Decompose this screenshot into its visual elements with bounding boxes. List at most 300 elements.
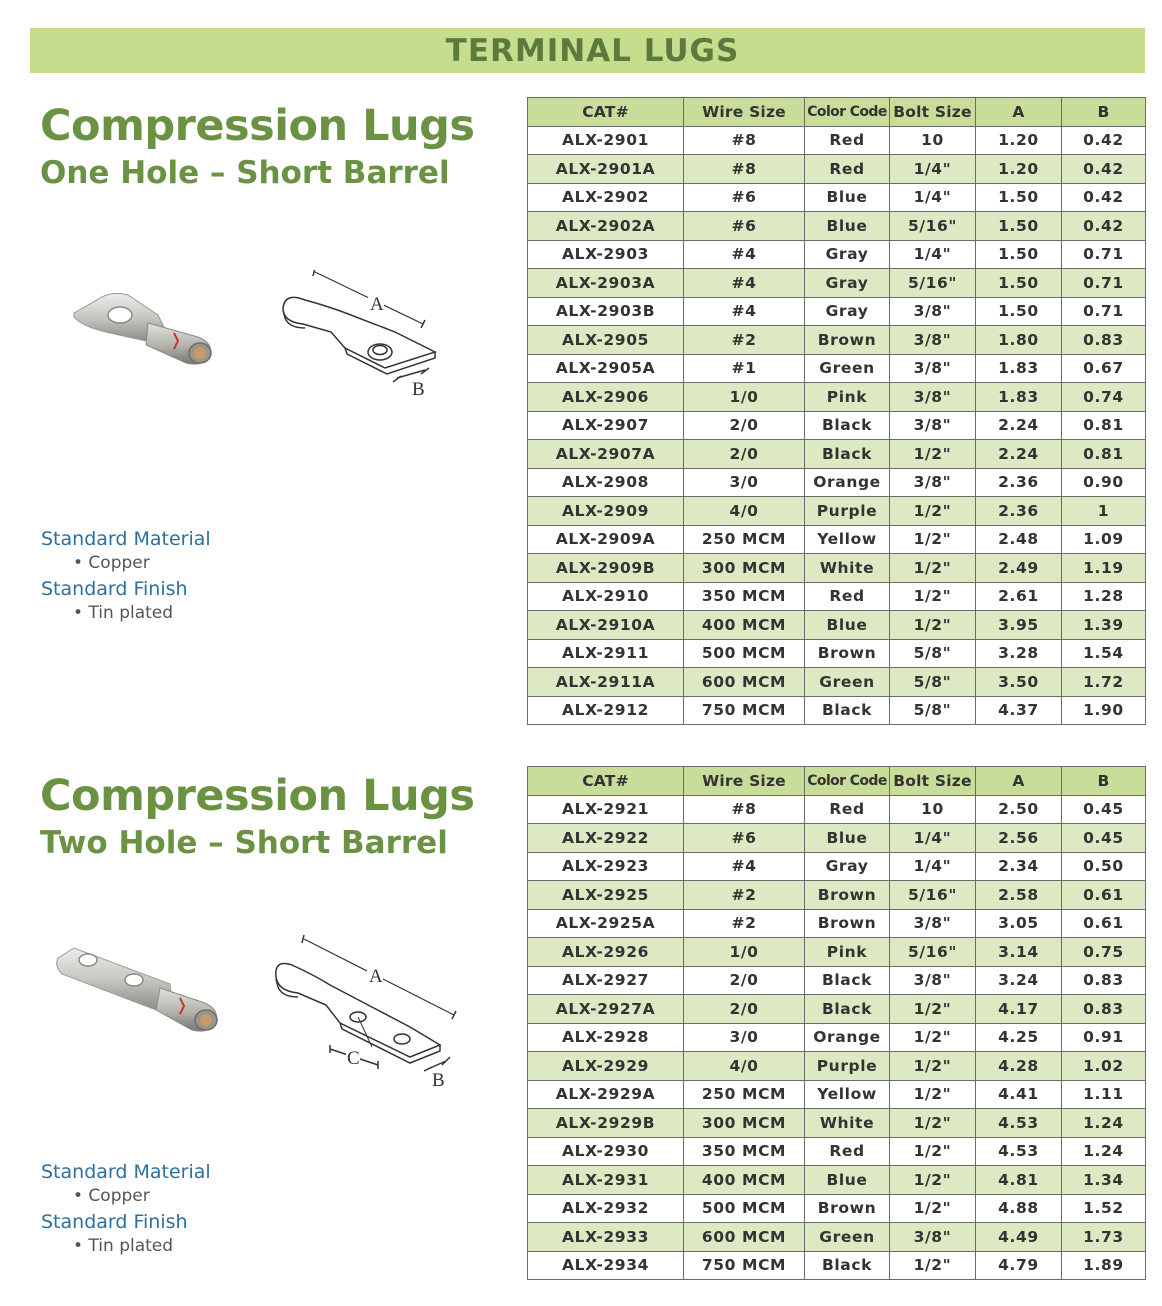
table-row <box>528 354 1146 383</box>
dimension-label-a: A <box>369 966 383 987</box>
cat-number-cell: ALX-2905 <box>528 326 684 355</box>
wire-size-cell: 1/0 <box>684 383 805 412</box>
wire-size-cell: 350 MCM <box>684 582 805 611</box>
table-row <box>528 1223 1146 1252</box>
wire-size-cell: 750 MCM <box>684 1251 805 1280</box>
bolt-size-cell: 3/8" <box>890 297 976 326</box>
bolt-size-cell: 1/2" <box>890 440 976 469</box>
table-row <box>528 1080 1146 1109</box>
column-header: Wire Size <box>684 767 805 796</box>
dimension-b-cell: 0.83 <box>1062 966 1146 995</box>
cat-number-cell: ALX-2907 <box>528 411 684 440</box>
standard-material-value: • Copper <box>73 1186 150 1206</box>
dimension-b-cell: 0.91 <box>1062 1023 1146 1052</box>
color-code-cell: Yellow <box>805 525 890 554</box>
table-row <box>528 126 1146 155</box>
dimension-b-cell: 0.71 <box>1062 297 1146 326</box>
wire-size-cell: 2/0 <box>684 966 805 995</box>
wire-size-cell: 2/0 <box>684 995 805 1024</box>
bolt-size-cell: 1/2" <box>890 1080 976 1109</box>
dimension-a-cell: 4.79 <box>976 1251 1062 1280</box>
dimension-b-cell: 1.24 <box>1062 1109 1146 1138</box>
bolt-size-cell: 5/8" <box>890 639 976 668</box>
color-code-cell: Gray <box>805 852 890 881</box>
dimension-b-cell: 0.71 <box>1062 269 1146 298</box>
cat-number-cell: ALX-2934 <box>528 1251 684 1280</box>
table-row <box>528 497 1146 526</box>
dimension-a-cell: 1.83 <box>976 354 1062 383</box>
one-hole-lug-diagram <box>275 270 445 400</box>
wire-size-cell: 250 MCM <box>684 1080 805 1109</box>
column-header: Color Code <box>805 767 890 796</box>
cat-number-cell: ALX-2901 <box>528 126 684 155</box>
cat-number-cell: ALX-2912 <box>528 696 684 725</box>
specs-block <box>41 1160 211 1258</box>
dimension-a-cell: 3.95 <box>976 611 1062 640</box>
bolt-size-cell: 1/2" <box>890 1023 976 1052</box>
dimension-b-cell: 1.54 <box>1062 639 1146 668</box>
bolt-size-cell: 5/16" <box>890 269 976 298</box>
dimension-b-cell: 1.90 <box>1062 696 1146 725</box>
wire-size-cell: 4/0 <box>684 1052 805 1081</box>
dimension-b-cell: 0.90 <box>1062 468 1146 497</box>
dimension-a-cell: 4.49 <box>976 1223 1062 1252</box>
color-code-cell: Orange <box>805 468 890 497</box>
cat-number-cell: ALX-2903A <box>528 269 684 298</box>
table-row <box>528 525 1146 554</box>
color-code-cell: Gray <box>805 240 890 269</box>
color-code-cell: Brown <box>805 639 890 668</box>
table-row <box>528 824 1146 853</box>
color-code-cell: White <box>805 1109 890 1138</box>
cat-number-cell: ALX-2903 <box>528 240 684 269</box>
bolt-size-cell: 1/2" <box>890 554 976 583</box>
dimension-a-cell: 4.81 <box>976 1166 1062 1195</box>
dimension-a-cell: 1.50 <box>976 297 1062 326</box>
table-row <box>528 966 1146 995</box>
page-banner <box>30 28 1145 73</box>
color-code-cell: Gray <box>805 269 890 298</box>
two-hole-lugs-table <box>527 766 1146 1280</box>
dimension-b-cell: 0.50 <box>1062 852 1146 881</box>
wire-size-cell: #2 <box>684 881 805 910</box>
wire-size-cell: 4/0 <box>684 497 805 526</box>
dimension-a-cell: 4.41 <box>976 1080 1062 1109</box>
cat-number-cell: ALX-2927A <box>528 995 684 1024</box>
color-code-cell: Red <box>805 582 890 611</box>
bolt-size-cell: 3/8" <box>890 909 976 938</box>
bolt-size-cell: 3/8" <box>890 1223 976 1252</box>
table-row <box>528 696 1146 725</box>
dimension-a-cell: 2.36 <box>976 468 1062 497</box>
table-row <box>528 611 1146 640</box>
dimension-label-c: C <box>347 1048 360 1069</box>
dimension-b-cell: 1.28 <box>1062 582 1146 611</box>
table-row <box>528 155 1146 184</box>
cat-number-cell: ALX-2925A <box>528 909 684 938</box>
bolt-size-cell: 1/2" <box>890 995 976 1024</box>
dimension-a-cell: 1.50 <box>976 269 1062 298</box>
bolt-size-cell: 1/2" <box>890 1194 976 1223</box>
color-code-cell: Black <box>805 411 890 440</box>
dimension-b-cell: 1.11 <box>1062 1080 1146 1109</box>
dimension-b-cell: 1 <box>1062 497 1146 526</box>
color-code-cell: Black <box>805 966 890 995</box>
cat-number-cell: ALX-2907A <box>528 440 684 469</box>
dimension-b-cell: 0.42 <box>1062 212 1146 241</box>
color-code-cell: Red <box>805 795 890 824</box>
dimension-b-cell: 1.73 <box>1062 1223 1146 1252</box>
cat-number-cell: ALX-2932 <box>528 1194 684 1223</box>
cat-number-cell: ALX-2902A <box>528 212 684 241</box>
dimension-a-cell: 2.48 <box>976 525 1062 554</box>
dimension-b-cell: 0.42 <box>1062 155 1146 184</box>
bolt-size-cell: 3/8" <box>890 411 976 440</box>
standard-finish-value: • Tin plated <box>73 1236 174 1256</box>
column-header: B <box>1062 98 1146 127</box>
color-code-cell: Black <box>805 1251 890 1280</box>
table-row <box>528 995 1146 1024</box>
color-code-cell: Brown <box>805 326 890 355</box>
wire-size-cell: 500 MCM <box>684 639 805 668</box>
dimension-a-cell: 1.80 <box>976 326 1062 355</box>
column-header: Bolt Size <box>890 98 976 127</box>
dimension-a-cell: 4.17 <box>976 995 1062 1024</box>
dimension-a-cell: 4.37 <box>976 696 1062 725</box>
cat-number-cell: ALX-2909B <box>528 554 684 583</box>
dimension-a-cell: 3.24 <box>976 966 1062 995</box>
table-row <box>528 411 1146 440</box>
table-row <box>528 1023 1146 1052</box>
cat-number-cell: ALX-2933 <box>528 1223 684 1252</box>
dimension-b-cell: 1.52 <box>1062 1194 1146 1223</box>
table-header-row <box>528 98 1146 127</box>
wire-size-cell: 1/0 <box>684 938 805 967</box>
cat-number-cell: ALX-2910A <box>528 611 684 640</box>
dimension-b-cell: 0.83 <box>1062 326 1146 355</box>
dimension-b-cell: 1.72 <box>1062 668 1146 697</box>
cat-number-cell: ALX-2901A <box>528 155 684 184</box>
bolt-size-cell: 1/2" <box>890 1251 976 1280</box>
dimension-b-cell: 0.67 <box>1062 354 1146 383</box>
dimension-b-cell: 1.39 <box>1062 611 1146 640</box>
column-header: Wire Size <box>684 98 805 127</box>
color-code-cell: Red <box>805 155 890 184</box>
specs-block <box>41 527 211 625</box>
wire-size-cell: 400 MCM <box>684 1166 805 1195</box>
bolt-size-cell: 10 <box>890 795 976 824</box>
cat-number-cell: ALX-2931 <box>528 1166 684 1195</box>
dimension-label-b: B <box>432 1070 445 1090</box>
wire-size-cell: 600 MCM <box>684 668 805 697</box>
wire-size-cell: #6 <box>684 212 805 241</box>
bolt-size-cell: 1/2" <box>890 582 976 611</box>
dimension-a-cell: 4.28 <box>976 1052 1062 1081</box>
section-title: Compression Lugs <box>40 771 475 821</box>
wire-size-cell: #2 <box>684 326 805 355</box>
cat-number-cell: ALX-2903B <box>528 297 684 326</box>
section-subtitle: One Hole – Short Barrel <box>40 155 450 191</box>
color-code-cell: Green <box>805 1223 890 1252</box>
dimension-b-cell: 0.61 <box>1062 881 1146 910</box>
bolt-size-cell: 1/4" <box>890 852 976 881</box>
cat-number-cell: ALX-2926 <box>528 938 684 967</box>
dimension-b-cell: 1.02 <box>1062 1052 1146 1081</box>
dimension-b-cell: 1.34 <box>1062 1166 1146 1195</box>
cat-number-cell: ALX-2908 <box>528 468 684 497</box>
color-code-cell: Blue <box>805 1166 890 1195</box>
bolt-size-cell: 3/8" <box>890 326 976 355</box>
bolt-size-cell: 1/4" <box>890 155 976 184</box>
column-header: A <box>976 98 1062 127</box>
color-code-cell: Blue <box>805 611 890 640</box>
cat-number-cell: ALX-2911 <box>528 639 684 668</box>
column-header: Color Code <box>805 98 890 127</box>
wire-size-cell: 300 MCM <box>684 554 805 583</box>
dimension-label-b: B <box>412 379 425 400</box>
bolt-size-cell: 1/4" <box>890 183 976 212</box>
dimension-b-cell: 0.71 <box>1062 240 1146 269</box>
dimension-a-cell: 3.14 <box>976 938 1062 967</box>
color-code-cell: Purple <box>805 497 890 526</box>
dimension-a-cell: 2.49 <box>976 554 1062 583</box>
bolt-size-cell: 1/2" <box>890 611 976 640</box>
page-title: TERMINAL LUGS <box>445 32 740 69</box>
cat-number-cell: ALX-2921 <box>528 795 684 824</box>
color-code-cell: Black <box>805 995 890 1024</box>
wire-size-cell: #4 <box>684 852 805 881</box>
dimension-b-cell: 1.24 <box>1062 1137 1146 1166</box>
standard-material-label: Standard Material <box>41 528 211 550</box>
cat-number-cell: ALX-2911A <box>528 668 684 697</box>
table-row <box>528 1166 1146 1195</box>
table-row <box>528 1251 1146 1280</box>
color-code-cell: Pink <box>805 383 890 412</box>
column-header: CAT# <box>528 98 684 127</box>
cat-number-cell: ALX-2923 <box>528 852 684 881</box>
standard-finish-label: Standard Finish <box>41 1211 188 1233</box>
cat-number-cell: ALX-2929 <box>528 1052 684 1081</box>
table-row <box>528 1137 1146 1166</box>
color-code-cell: Green <box>805 354 890 383</box>
two-hole-lug-photo <box>52 940 227 1040</box>
cat-number-cell: ALX-2930 <box>528 1137 684 1166</box>
table-row <box>528 326 1146 355</box>
cat-number-cell: ALX-2929B <box>528 1109 684 1138</box>
wire-size-cell: #6 <box>684 824 805 853</box>
color-code-cell: Black <box>805 696 890 725</box>
color-code-cell: Gray <box>805 297 890 326</box>
table-row <box>528 212 1146 241</box>
dimension-a-cell: 2.58 <box>976 881 1062 910</box>
dimension-a-cell: 1.50 <box>976 240 1062 269</box>
dimension-a-cell: 3.50 <box>976 668 1062 697</box>
table-row <box>528 183 1146 212</box>
wire-size-cell: #4 <box>684 240 805 269</box>
color-code-cell: Pink <box>805 938 890 967</box>
bolt-size-cell: 3/8" <box>890 383 976 412</box>
bolt-size-cell: 5/16" <box>890 212 976 241</box>
table-row <box>528 468 1146 497</box>
bolt-size-cell: 3/8" <box>890 468 976 497</box>
color-code-cell: Yellow <box>805 1080 890 1109</box>
dimension-label-a: A <box>370 294 384 315</box>
table-row <box>528 269 1146 298</box>
wire-size-cell: 3/0 <box>684 468 805 497</box>
cat-number-cell: ALX-2929A <box>528 1080 684 1109</box>
dimension-a-cell: 2.36 <box>976 497 1062 526</box>
cat-number-cell: ALX-2925 <box>528 881 684 910</box>
bolt-size-cell: 1/2" <box>890 1109 976 1138</box>
wire-size-cell: #6 <box>684 183 805 212</box>
standard-material-label: Standard Material <box>41 1161 211 1183</box>
bolt-size-cell: 5/16" <box>890 938 976 967</box>
table-row <box>528 909 1146 938</box>
color-code-cell: Black <box>805 440 890 469</box>
wire-size-cell: 350 MCM <box>684 1137 805 1166</box>
dimension-a-cell: 2.24 <box>976 411 1062 440</box>
color-code-cell: Brown <box>805 881 890 910</box>
dimension-b-cell: 1.09 <box>1062 525 1146 554</box>
dimension-b-cell: 0.42 <box>1062 183 1146 212</box>
bolt-size-cell: 1/2" <box>890 497 976 526</box>
wire-size-cell: #1 <box>684 354 805 383</box>
cat-number-cell: ALX-2922 <box>528 824 684 853</box>
dimension-a-cell: 4.25 <box>976 1023 1062 1052</box>
table-row <box>528 383 1146 412</box>
color-code-cell: Purple <box>805 1052 890 1081</box>
table-row <box>528 1194 1146 1223</box>
bolt-size-cell: 3/8" <box>890 966 976 995</box>
wire-size-cell: 3/0 <box>684 1023 805 1052</box>
cat-number-cell: ALX-2905A <box>528 354 684 383</box>
dimension-a-cell: 3.28 <box>976 639 1062 668</box>
dimension-a-cell: 2.34 <box>976 852 1062 881</box>
wire-size-cell: 250 MCM <box>684 525 805 554</box>
table-row <box>528 668 1146 697</box>
dimension-a-cell: 4.53 <box>976 1137 1062 1166</box>
wire-size-cell: 2/0 <box>684 440 805 469</box>
table-row <box>528 852 1146 881</box>
color-code-cell: Blue <box>805 183 890 212</box>
column-header: Bolt Size <box>890 767 976 796</box>
dimension-b-cell: 1.19 <box>1062 554 1146 583</box>
cat-number-cell: ALX-2910 <box>528 582 684 611</box>
bolt-size-cell: 1/2" <box>890 525 976 554</box>
bolt-size-cell: 5/8" <box>890 696 976 725</box>
wire-size-cell: #8 <box>684 126 805 155</box>
dimension-b-cell: 0.45 <box>1062 795 1146 824</box>
dimension-a-cell: 2.24 <box>976 440 1062 469</box>
color-code-cell: Green <box>805 668 890 697</box>
table-row <box>528 240 1146 269</box>
cat-number-cell: ALX-2909A <box>528 525 684 554</box>
dimension-a-cell: 1.20 <box>976 126 1062 155</box>
dimension-b-cell: 0.75 <box>1062 938 1146 967</box>
wire-size-cell: 2/0 <box>684 411 805 440</box>
table-row <box>528 440 1146 469</box>
cat-number-cell: ALX-2928 <box>528 1023 684 1052</box>
wire-size-cell: 750 MCM <box>684 696 805 725</box>
bolt-size-cell: 5/16" <box>890 881 976 910</box>
cat-number-cell: ALX-2927 <box>528 966 684 995</box>
standard-finish-label: Standard Finish <box>41 578 188 600</box>
table-row <box>528 938 1146 967</box>
table-header-row <box>528 767 1146 796</box>
wire-size-cell: 500 MCM <box>684 1194 805 1223</box>
one-hole-lug-photo <box>62 275 227 370</box>
bolt-size-cell: 10 <box>890 126 976 155</box>
dimension-a-cell: 2.56 <box>976 824 1062 853</box>
wire-size-cell: #4 <box>684 269 805 298</box>
dimension-a-cell: 4.53 <box>976 1109 1062 1138</box>
bolt-size-cell: 1/4" <box>890 824 976 853</box>
bolt-size-cell: 5/8" <box>890 668 976 697</box>
dimension-a-cell: 2.61 <box>976 582 1062 611</box>
section-subtitle: Two Hole – Short Barrel <box>40 825 448 861</box>
dimension-b-cell: 0.61 <box>1062 909 1146 938</box>
cat-number-cell: ALX-2909 <box>528 497 684 526</box>
bolt-size-cell: 1/2" <box>890 1166 976 1195</box>
dimension-b-cell: 0.74 <box>1062 383 1146 412</box>
dimension-b-cell: 1.89 <box>1062 1251 1146 1280</box>
dimension-a-cell: 4.88 <box>976 1194 1062 1223</box>
section-title: Compression Lugs <box>40 101 475 151</box>
wire-size-cell: #8 <box>684 795 805 824</box>
dimension-b-cell: 0.81 <box>1062 411 1146 440</box>
wire-size-cell: #4 <box>684 297 805 326</box>
color-code-cell: White <box>805 554 890 583</box>
color-code-cell: Brown <box>805 909 890 938</box>
table-row <box>528 297 1146 326</box>
bolt-size-cell: 1/2" <box>890 1052 976 1081</box>
wire-size-cell: 400 MCM <box>684 611 805 640</box>
color-code-cell: Blue <box>805 212 890 241</box>
bolt-size-cell: 1/4" <box>890 240 976 269</box>
color-code-cell: Orange <box>805 1023 890 1052</box>
table-row <box>528 1109 1146 1138</box>
table-row <box>528 795 1146 824</box>
dimension-b-cell: 0.83 <box>1062 995 1146 1024</box>
dimension-b-cell: 0.42 <box>1062 126 1146 155</box>
color-code-cell: Blue <box>805 824 890 853</box>
dimension-b-cell: 0.45 <box>1062 824 1146 853</box>
table-row <box>528 1052 1146 1081</box>
column-header: CAT# <box>528 767 684 796</box>
dimension-a-cell: 1.20 <box>976 155 1062 184</box>
dimension-b-cell: 0.81 <box>1062 440 1146 469</box>
dimension-a-cell: 1.83 <box>976 383 1062 412</box>
wire-size-cell: #2 <box>684 909 805 938</box>
table-row <box>528 582 1146 611</box>
cat-number-cell: ALX-2906 <box>528 383 684 412</box>
bolt-size-cell: 1/2" <box>890 1137 976 1166</box>
bolt-size-cell: 3/8" <box>890 354 976 383</box>
column-header: A <box>976 767 1062 796</box>
table-row <box>528 554 1146 583</box>
column-header: B <box>1062 767 1146 796</box>
wire-size-cell: #8 <box>684 155 805 184</box>
dimension-a-cell: 1.50 <box>976 212 1062 241</box>
color-code-cell: Brown <box>805 1194 890 1223</box>
dimension-a-cell: 2.50 <box>976 795 1062 824</box>
table-row <box>528 639 1146 668</box>
cat-number-cell: ALX-2902 <box>528 183 684 212</box>
one-hole-lugs-table <box>527 97 1146 725</box>
standard-finish-value: • Tin plated <box>73 603 174 623</box>
wire-size-cell: 300 MCM <box>684 1109 805 1138</box>
dimension-a-cell: 1.50 <box>976 183 1062 212</box>
